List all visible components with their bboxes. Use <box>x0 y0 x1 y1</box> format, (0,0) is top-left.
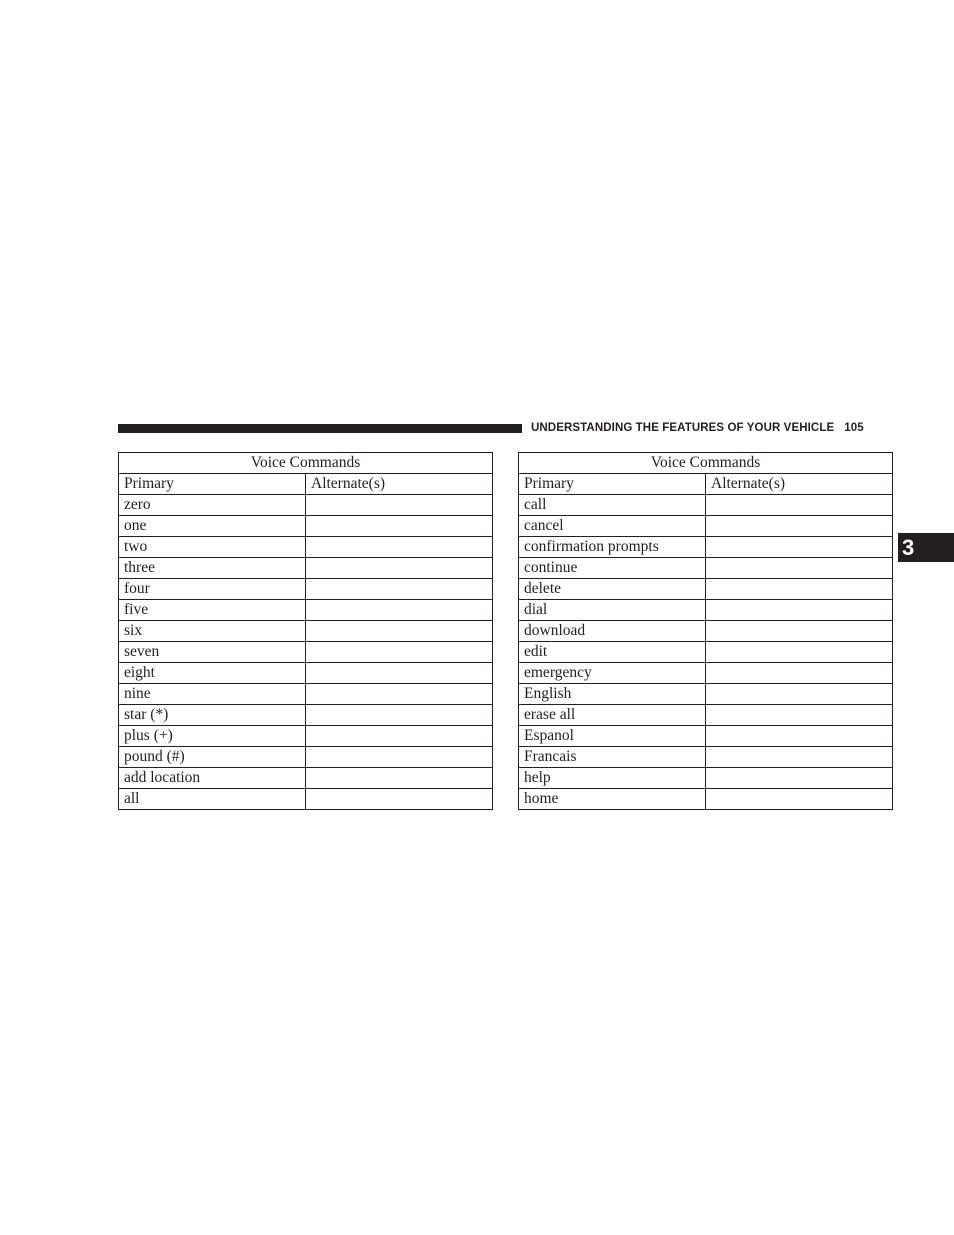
table-row <box>119 663 493 684</box>
table-title: Voice Commands <box>519 453 893 474</box>
alternate-cell <box>706 663 893 684</box>
primary-cell: nine <box>119 684 306 705</box>
alternate-cell <box>706 789 893 810</box>
alternate-cell <box>306 684 493 705</box>
primary-cell: one <box>119 516 306 537</box>
alternate-cell <box>706 558 893 579</box>
table-row <box>519 726 893 747</box>
table-row <box>119 768 493 789</box>
alternate-cell <box>306 600 493 621</box>
alternate-cell <box>306 558 493 579</box>
alternate-cell <box>306 537 493 558</box>
table-row <box>119 558 493 579</box>
alternate-cell <box>706 705 893 726</box>
primary-cell: confirmation prompts <box>519 537 706 558</box>
table-row <box>519 768 893 789</box>
primary-cell: help <box>519 768 706 789</box>
page-number: 105 <box>844 422 864 434</box>
primary-cell: star (*) <box>119 705 306 726</box>
primary-cell: English <box>519 684 706 705</box>
table-row <box>119 537 493 558</box>
table-row <box>119 705 493 726</box>
alternate-cell <box>306 516 493 537</box>
alternate-cell <box>306 768 493 789</box>
table-row <box>119 495 493 516</box>
primary-cell: download <box>519 621 706 642</box>
primary-cell: add location <box>119 768 306 789</box>
table-row <box>119 600 493 621</box>
table-row <box>519 747 893 768</box>
primary-cell: erase all <box>519 705 706 726</box>
primary-cell: two <box>119 537 306 558</box>
alternate-cell <box>306 789 493 810</box>
primary-cell: six <box>119 621 306 642</box>
column-header-row <box>119 474 493 495</box>
primary-cell: emergency <box>519 663 706 684</box>
table-row <box>519 789 893 810</box>
table-row <box>119 516 493 537</box>
column-header-primary: Primary <box>519 474 706 495</box>
alternate-cell <box>706 516 893 537</box>
alternate-cell <box>706 495 893 516</box>
table-row <box>119 684 493 705</box>
primary-cell: four <box>119 579 306 600</box>
header-rule <box>118 424 522 433</box>
primary-cell: eight <box>119 663 306 684</box>
table-row <box>119 642 493 663</box>
alternate-cell <box>706 642 893 663</box>
primary-cell: all <box>119 789 306 810</box>
primary-cell: seven <box>119 642 306 663</box>
alternate-cell <box>306 705 493 726</box>
column-header-alternates: Alternate(s) <box>306 474 493 495</box>
primary-cell: zero <box>119 495 306 516</box>
table-row <box>519 516 893 537</box>
primary-cell: pound (#) <box>119 747 306 768</box>
alternate-cell <box>306 495 493 516</box>
table-row <box>519 621 893 642</box>
primary-cell: Espanol <box>519 726 706 747</box>
primary-cell: plus (+) <box>119 726 306 747</box>
primary-cell: delete <box>519 579 706 600</box>
table-row <box>119 621 493 642</box>
table-row <box>119 579 493 600</box>
alternate-cell <box>706 600 893 621</box>
running-header <box>531 420 864 436</box>
alternate-cell <box>706 747 893 768</box>
table-title-row <box>119 453 493 474</box>
table-row <box>519 495 893 516</box>
column-header-row <box>519 474 893 495</box>
table-row <box>519 705 893 726</box>
alternate-cell <box>706 684 893 705</box>
primary-cell: continue <box>519 558 706 579</box>
primary-cell: Francais <box>519 747 706 768</box>
chapter-tab: 3 <box>898 533 954 562</box>
column-header-alternates: Alternate(s) <box>706 474 893 495</box>
alternate-cell <box>306 747 493 768</box>
alternate-cell <box>306 663 493 684</box>
primary-cell: cancel <box>519 516 706 537</box>
primary-cell: three <box>119 558 306 579</box>
table-row <box>519 600 893 621</box>
table-title: Voice Commands <box>119 453 493 474</box>
table-row <box>519 684 893 705</box>
table-row <box>519 558 893 579</box>
header-title: UNDERSTANDING THE FEATURES OF YOUR VEHICLE <box>531 422 835 434</box>
alternate-cell <box>306 726 493 747</box>
primary-cell: home <box>519 789 706 810</box>
alternate-cell <box>306 642 493 663</box>
table-row <box>519 663 893 684</box>
voice-commands-table-left <box>118 452 493 810</box>
table-row <box>519 537 893 558</box>
primary-cell: five <box>119 600 306 621</box>
table-row <box>119 726 493 747</box>
primary-cell: edit <box>519 642 706 663</box>
alternate-cell <box>306 621 493 642</box>
table-row <box>519 579 893 600</box>
alternate-cell <box>306 579 493 600</box>
table-row <box>119 789 493 810</box>
alternate-cell <box>706 726 893 747</box>
table-row <box>519 642 893 663</box>
primary-cell: dial <box>519 600 706 621</box>
table-row <box>119 747 493 768</box>
alternate-cell <box>706 621 893 642</box>
alternate-cell <box>706 537 893 558</box>
voice-commands-table-right <box>518 452 893 810</box>
column-header-primary: Primary <box>119 474 306 495</box>
alternate-cell <box>706 768 893 789</box>
alternate-cell <box>706 579 893 600</box>
table-title-row <box>519 453 893 474</box>
primary-cell: call <box>519 495 706 516</box>
